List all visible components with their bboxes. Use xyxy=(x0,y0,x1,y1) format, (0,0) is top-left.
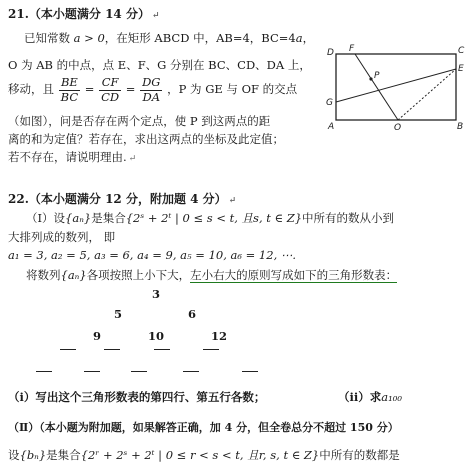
problem-22-question-ii xyxy=(338,392,402,404)
frac1-den: BC xyxy=(60,89,79,104)
triangle-row2-item2: 6 xyxy=(188,307,197,321)
p22-question-ii-var: a₁₀₀ xyxy=(381,390,402,404)
p22-arrange-pre: 将数列 xyxy=(26,268,61,282)
fraction-dg-da xyxy=(140,77,162,103)
problem-21-line5: 离的和为定值？若存在，求出这两点的坐标及此定值； xyxy=(8,132,284,146)
triangle-row5-blank3 xyxy=(131,371,147,372)
fraction-be-bc xyxy=(59,77,80,103)
p22-part1-label: （Ⅰ）设 xyxy=(26,211,66,225)
problem-21-number: 21. xyxy=(8,7,29,21)
p22-arrange-underlined: 左小右大的原则写成如下的三角形数表： xyxy=(190,268,398,282)
frac3-den: DA xyxy=(142,89,161,104)
problem-22-arrange xyxy=(26,270,397,282)
label-g: G xyxy=(326,98,333,108)
label-p: P xyxy=(374,71,380,81)
problem-21-heading: （本小题满分 14 分） xyxy=(28,7,150,21)
p22-part2-mid: 是集合 xyxy=(46,448,81,462)
label-f: F xyxy=(349,44,355,54)
p22-part1-setdef: {2ˢ + 2ᵗ | 0 ≤ s < t, 且s, t ∈ Z} xyxy=(125,211,303,225)
p21-line3-post: ，P 为 GE 与 OF 的交点 xyxy=(167,82,298,96)
frac2-den: CD xyxy=(101,89,120,104)
label-e: E xyxy=(458,64,464,74)
p22-part2-setdef: {2ʳ + 2ˢ + 2ᵗ | 0 ≤ r < s < t, 且r, s, t ∈ Z} xyxy=(80,448,320,462)
problem-22-part2: （Ⅱ）（本小题为附加题，如果解答正确，加 4 分，但全卷总分不超过 150 分） xyxy=(8,421,399,434)
frac2-num: CF xyxy=(99,77,121,91)
p22-part2-set-pre: 设 xyxy=(8,448,20,462)
fraction-cf-cd xyxy=(99,77,121,103)
rectangle-figure xyxy=(324,44,466,130)
problem-22-part2-set xyxy=(8,450,400,462)
p22-part2-set: {bₙ} xyxy=(19,448,47,462)
problem-22-question-i xyxy=(8,392,265,404)
frac3-num: DG xyxy=(142,75,161,89)
triangle-row4-blank3 xyxy=(154,349,170,350)
label-d: D xyxy=(327,48,334,58)
triangle-row3-item3: 12 xyxy=(211,329,228,343)
problem-21-line6: 若不存在，请说明理由. ↵ xyxy=(8,150,137,164)
p21-line1-a: a > 0 xyxy=(73,31,105,45)
p22-part2-end: 中所有的数都是 xyxy=(319,448,400,462)
problem-21-line2: O 为 AB 的中点，点 E、F、G 分别在 BC、CD、DA 上， xyxy=(8,58,311,72)
triangle-row4-blank4 xyxy=(203,349,219,350)
triangle-row3-item1: 9 xyxy=(93,329,102,343)
triangle-row3-item2: 10 xyxy=(148,329,165,343)
point-p xyxy=(369,77,372,80)
triangle-row1-item1: 3 xyxy=(152,287,161,301)
problem-22-sequence: a₁ = 3, a₂ = 5, a₃ = 6, a₄ = 9, a₅ = 10, a₆ = 12, ⋯. xyxy=(8,248,297,262)
p21-line1-pre: 已知常数 xyxy=(24,31,74,45)
triangle-row2-item1: 5 xyxy=(114,307,123,321)
problem-22-number: 22. xyxy=(8,192,29,206)
label-o: O xyxy=(394,123,402,130)
p21-line1-post: ，在矩形 ABCD 中，AB=4，BC=4 xyxy=(104,31,296,45)
triangle-row4-blank2 xyxy=(104,349,120,350)
p22-arrange-set: {aₙ} xyxy=(60,268,87,282)
problem-21-line4: （如图），问是否存在两个定点，使 P 到这两点的距 xyxy=(8,114,271,128)
p22-arrange-mid: 各项按照上小下大， xyxy=(86,268,191,282)
p21-line1-end: ， xyxy=(302,31,315,45)
p22-part1-set: {aₙ} xyxy=(65,211,92,225)
problem-22-part1-line2: 大排列成的数列， 即 xyxy=(8,230,116,244)
triangle-row5-blank1 xyxy=(36,371,52,372)
label-b: B xyxy=(457,122,464,130)
frac1-num: BE xyxy=(59,77,80,91)
segment-ge xyxy=(336,69,456,102)
triangle-row5-blank2 xyxy=(84,371,100,372)
triangle-row5-blank4 xyxy=(183,371,199,372)
problem-22-heading: （本小题满分 12 分，附加题 4 分） xyxy=(28,192,227,206)
p21-line3-pre: 移动，且 xyxy=(8,82,54,96)
p22-part1-mid: 是集合 xyxy=(91,211,126,225)
problem-21-header: 21.（本小题满分 14 分） ↵ xyxy=(8,7,160,21)
triangle-row4-blank1 xyxy=(60,349,76,350)
problem-22-header: 22.（本小题满分 12 分，附加题 4 分） ↵ xyxy=(8,192,237,206)
p22-part1-end: 中所有的数从小到 xyxy=(302,211,395,225)
label-a: A xyxy=(328,122,335,130)
label-c: C xyxy=(458,46,465,56)
problem-22-part1-line1 xyxy=(26,213,394,225)
p21-line6-text: 若不存在，请说明理由. xyxy=(8,150,127,164)
p22-question-ii-pre: （ⅰⅰ）求 xyxy=(338,390,382,404)
p22-question-i-text: （ⅰ）写出这个三角形数表的第四行、第五行各数； xyxy=(8,390,266,404)
rectangle-abcd xyxy=(336,54,456,120)
triangle-row5-blank5 xyxy=(242,371,258,372)
problem-21-line3: 移动，且 $\frac{BE}{BC}$ = $\frac{CF}{CD}$ = $\frac{DG}{DA}$ ，P 为 GE 与 OF 的交点 xyxy=(8,75,298,104)
p21-line1-a2: a xyxy=(295,31,303,45)
problem-21-line1 xyxy=(24,33,314,45)
